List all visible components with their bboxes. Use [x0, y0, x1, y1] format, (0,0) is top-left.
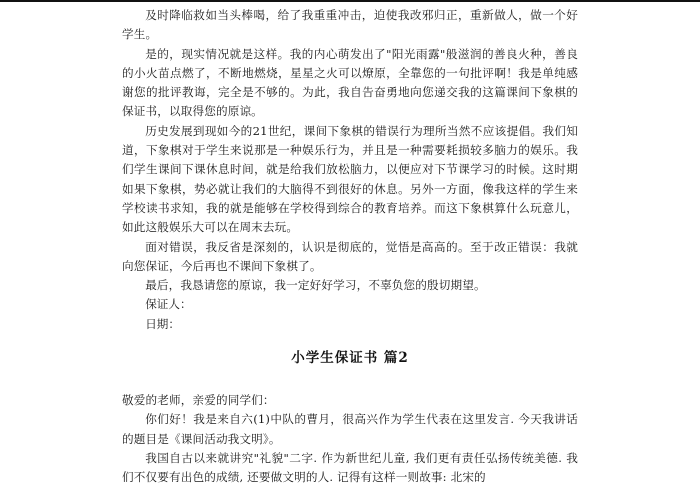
section-title: 小学生保证书 篇2: [291, 350, 409, 367]
paragraph: 你们好！我是来自六(1)中队的曹月，很高兴作为学生代表在这里发言. 今天我讲话的题目是《课间活动我文明》。: [122, 412, 578, 446]
paragraph: 面对错误，我反省是深刻的，认识是彻底的，觉悟是高高的。至于改正错误：我就向您保证，今后再也不课间下象棋了。: [122, 239, 578, 273]
paragraph: 及时降临救如当头棒喝，给了我重重冲击，迫使我改邪归正，重新做人，做一个好学生。: [122, 8, 578, 42]
signature-line-date: 日期：: [145, 316, 180, 331]
page-top-rule: [0, 0, 700, 2]
paragraph: 我国自古以来就讲究"礼貌"二字. 作为新世纪儿童, 我们更有责任弘扬传统美德. 我们不仅要有出色的成绩, 还要做文明的人. 记得有这样一则故事: 北宋的: [122, 450, 578, 485]
paragraph: 是的，现实情况就是这样。我的内心萌发出了"阳光雨露"般滋润的善良火种，善良的小火苗点燃了，不断地燃烧，星星之火可以燎原，全靠您的一句批评啊！我是单纯感谢您的批评教诲，完全是不够的。为此，我自告奋勇地向您递交我的这篇课间下象棋的保证书，以取得您的原谅。: [122, 46, 578, 119]
section-spacer: [122, 369, 578, 391]
paragraph: 最后，我恳请您的原谅，我一定好好学习，不辜负您的殷切期望。: [145, 278, 486, 293]
paragraph: 敬爱的老师，亲爱的同学们：: [122, 393, 275, 408]
signature-line-guarantor: 保证人：: [145, 297, 192, 312]
document-body: [122, 0, 578, 488]
paragraph: 历史发展到现如今的21世纪，课间下象棋的错误行为理所当然不应该提倡。我们知道，下象棋对于学生来说那是一种娱乐行为，并且是一种需要耗损较多脑力的娱乐。我们学生课间下课休息时间，就是给我们放松脑力，以便应对下节课学习的时候。这时期如果下象棋，势必就让我们的大脑得不到很好的休息。另外一方面，像我这样的学生来学校读书求知，我的就是能够在学校得到综合的教育培养。而这下象棋算什么玩意儿，如此这般娱乐大可以在周末去玩。: [122, 123, 578, 235]
